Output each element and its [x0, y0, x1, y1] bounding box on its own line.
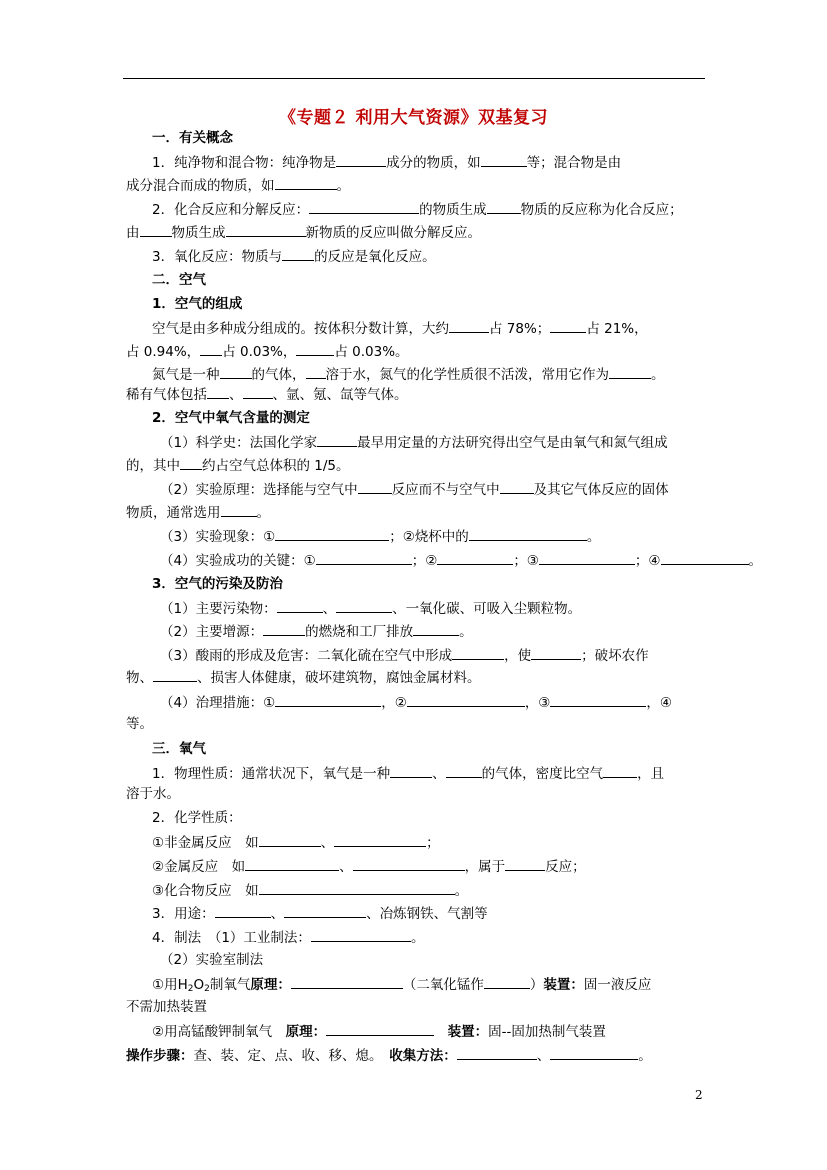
line-text: 操作步骤：	[126, 1048, 194, 1064]
line-text: 二．空气	[152, 272, 206, 288]
answer-blank[interactable]	[334, 832, 426, 847]
answer-blank[interactable]	[452, 645, 504, 660]
line-text: 、	[270, 906, 285, 922]
line-text: ；③	[513, 553, 539, 569]
line-text: 的气体，密度比空气	[481, 766, 604, 782]
text-line	[152, 246, 436, 267]
line-text: 成分的物质，如	[386, 155, 481, 171]
text-line	[152, 856, 586, 877]
answer-blank[interactable]	[153, 667, 197, 682]
line-text: 。	[748, 553, 763, 569]
line-text: 3．氧化反应：物质与	[152, 249, 283, 265]
line-text: 溶于水。	[126, 786, 180, 802]
answer-blank[interactable]	[469, 526, 587, 541]
line-text: 2．空气中氧气含量的测定	[152, 410, 310, 426]
h2o2-sub2: 2	[204, 984, 210, 994]
text-line	[126, 714, 153, 734]
text-line	[152, 927, 424, 948]
text-line	[152, 832, 440, 853]
line-text: 的物质生成	[419, 202, 487, 218]
line-text: 2．化合反应和分解反应：	[152, 202, 310, 218]
page-title: 《专题２ 利用大气资源》双基复习	[279, 108, 548, 128]
line-text: 物质的反应称为化合反应；	[520, 202, 683, 218]
text-line	[152, 364, 665, 385]
line-text: ；④	[634, 553, 661, 569]
line-text: ；	[426, 835, 440, 851]
line-text: 一．有关概念	[152, 130, 233, 146]
line-text: 占 78%；	[489, 321, 551, 337]
text-line	[152, 808, 242, 828]
line-text: 空气是由多种成分组成的。按体积分数计算，大约	[152, 321, 449, 337]
answer-blank[interactable]	[140, 222, 172, 237]
answer-blank[interactable]	[200, 341, 222, 356]
line-text: 、氩、氪、氙等气体。	[272, 387, 408, 403]
answer-blank[interactable]	[226, 222, 306, 237]
device-label: 装置：	[543, 977, 584, 993]
line-text: ；②	[411, 553, 438, 569]
line-text: 物质生成	[171, 225, 226, 241]
h2o2-prefix: ①用H	[152, 977, 188, 993]
h2o2-sub1: 2	[187, 984, 194, 994]
answer-blank[interactable]	[275, 175, 337, 190]
text-line	[126, 455, 350, 476]
section-heading	[152, 270, 206, 290]
line-text: 装置：	[447, 1024, 489, 1040]
line-text: ③化合物反应 如	[152, 883, 259, 899]
answer-blank[interactable]	[481, 152, 527, 167]
section-heading	[152, 408, 310, 428]
text-line	[152, 880, 468, 901]
answer-blank[interactable]	[291, 974, 403, 989]
line-text: ①非金属反应 如	[152, 835, 259, 851]
h2o2-mid: O	[193, 977, 205, 993]
answer-blank[interactable]	[487, 199, 521, 214]
line-text: 。	[336, 178, 350, 194]
line-text: 的气体，	[251, 367, 306, 383]
answer-blank[interactable]	[505, 856, 545, 871]
line-text: 占 21%，	[586, 321, 648, 337]
line-text: 最早用定量的方法研究得出空气是由氧气和氮气组成	[357, 435, 668, 451]
line-text: 占 0.94%，	[126, 344, 201, 360]
text-line	[126, 784, 180, 804]
text-line	[160, 645, 649, 666]
line-text: 2．化学性质：	[152, 810, 242, 826]
line-text: ，④	[646, 695, 673, 711]
section-heading	[152, 574, 283, 594]
line-text: 三．氧气	[152, 741, 206, 757]
answer-blank[interactable]	[437, 550, 513, 565]
line-text: （2）主要增源：	[160, 624, 264, 640]
line-text: 。	[651, 367, 665, 383]
text-line	[126, 502, 270, 523]
answer-blank[interactable]	[413, 621, 459, 636]
text-line	[152, 152, 621, 173]
text-line	[126, 222, 481, 243]
line-text: ②用高锰酸钾制氧气	[152, 1024, 286, 1040]
line-text: （3）实验现象：①	[160, 529, 276, 545]
text-line	[126, 175, 350, 196]
header-rule	[123, 78, 705, 79]
line-text: ，属于	[464, 859, 506, 875]
principle-label: 原理：	[250, 977, 291, 993]
line-text: （2）实验室制法	[160, 952, 264, 968]
text-line	[126, 341, 409, 362]
catalyst-open: （二氧化锰作	[402, 977, 484, 993]
line-text: （4）实验成功的关键：①	[160, 553, 316, 569]
text-line	[152, 199, 683, 220]
answer-blank[interactable]	[550, 1045, 638, 1060]
answer-blank[interactable]	[500, 479, 534, 494]
line-text: 约占空气总体积的 1/5。	[202, 458, 350, 474]
line-text: ；②烧杯中的	[389, 529, 469, 545]
answer-blank[interactable]	[275, 692, 381, 707]
line-text: 及其它气体反应的固体	[533, 482, 669, 498]
page-number: 2	[695, 1088, 703, 1102]
line-text: 3．用途：	[152, 906, 215, 922]
line-text: 物、	[126, 670, 153, 686]
section-heading	[152, 294, 242, 314]
line-text: ，②	[381, 695, 407, 711]
line-text: 的燃烧和工厂排放	[305, 624, 414, 640]
line-text: 查、装、定、点、收、移、熄。	[193, 1048, 390, 1064]
answer-blank[interactable]	[180, 455, 202, 470]
line-text: 3．空气的污染及防治	[152, 576, 283, 592]
line-text: 、	[432, 766, 446, 782]
line-text: 占 0.03%，	[222, 344, 297, 360]
line-text: （1）主要污染物：	[160, 601, 277, 617]
answer-blank[interactable]	[336, 598, 392, 613]
line-text: 反应而不与空气中	[391, 482, 500, 498]
line-text: （3）酸雨的形成及危害：二氧化硫在空气中形成	[160, 648, 453, 664]
line-text: 等。	[126, 716, 153, 732]
answer-blank[interactable]	[407, 692, 525, 707]
answer-blank[interactable]	[263, 621, 305, 636]
answer-blank[interactable]	[306, 364, 326, 379]
line-text: 。	[638, 1048, 652, 1064]
h2o2-after: 制氧气	[209, 977, 251, 993]
answer-blank[interactable]	[317, 432, 357, 447]
answer-blank[interactable]	[311, 927, 411, 942]
section-heading	[152, 739, 206, 759]
text-line	[126, 997, 207, 1017]
text-line	[160, 621, 473, 642]
text-line	[152, 903, 488, 924]
text-line	[160, 432, 668, 453]
text-line	[126, 667, 481, 688]
text-line	[126, 384, 408, 405]
answer-blank[interactable]	[215, 903, 271, 918]
line-text: 。	[454, 883, 469, 899]
text-line	[160, 526, 600, 547]
answer-blank[interactable]	[336, 152, 386, 167]
line-text: 氮气是一种	[152, 367, 220, 383]
answer-blank[interactable]	[259, 880, 455, 895]
line-text: 原理：	[285, 1024, 327, 1040]
line-text: （4）治理措施：①	[160, 695, 276, 711]
line-text: 占 0.03%。	[334, 344, 409, 360]
answer-blank[interactable]	[284, 903, 366, 918]
line-text: 新物质的反应叫做分解反应。	[305, 225, 481, 241]
line-text: ，③	[524, 695, 551, 711]
line-text: 。	[586, 529, 601, 545]
answer-blank[interactable]	[358, 479, 392, 494]
line-text: 的，其中	[126, 458, 180, 474]
answer-blank[interactable]	[316, 550, 412, 565]
text-line	[160, 550, 762, 571]
answer-blank[interactable]	[221, 502, 257, 517]
answer-blank[interactable]	[390, 763, 432, 778]
line-text: 、	[229, 387, 243, 403]
line-text: 1．空气的组成	[152, 296, 243, 312]
line-text: 、	[322, 601, 337, 617]
answer-blank[interactable]	[353, 856, 465, 871]
answer-blank[interactable]	[220, 364, 252, 379]
line-text: 、冶炼钢铁、气割等	[366, 906, 488, 922]
line-text: 、	[320, 835, 335, 851]
answer-blank[interactable]	[457, 1045, 537, 1060]
answer-blank[interactable]	[245, 856, 339, 871]
line-text: 稀有气体包括	[126, 387, 207, 403]
line-text: 、损害人体健康，破坏建筑物，腐蚀金属材料。	[197, 670, 481, 686]
line-text: ，且	[637, 766, 665, 782]
line-text: 等；混合物是由	[526, 155, 622, 171]
line-text: （1）科学史：法国化学家	[160, 435, 318, 451]
answer-blank[interactable]	[243, 384, 273, 399]
text-line	[152, 318, 648, 339]
answer-blank[interactable]	[449, 318, 489, 333]
text-line	[160, 479, 669, 500]
answer-blank[interactable]	[550, 692, 646, 707]
answer-blank[interactable]	[275, 526, 389, 541]
line-text: 1．物理性质：通常状况下，氧气是一种	[152, 766, 391, 782]
line-text	[434, 1024, 448, 1040]
line-text: 成分混合而成的物质，如	[126, 178, 275, 194]
answer-blank[interactable]	[446, 763, 482, 778]
h2o2-method-line	[152, 974, 651, 999]
section-heading	[152, 128, 233, 148]
line-text: 不需加热装置	[126, 999, 207, 1015]
line-text: 。	[410, 930, 425, 946]
line-text: 。	[459, 624, 473, 640]
line-text: （2）实验原理：选择能与空气中	[160, 482, 358, 498]
line-text: 由	[126, 225, 140, 241]
line-text: 1．纯净物和混合物：纯净物是	[152, 155, 337, 171]
line-text: 固--固加热制气装置	[488, 1024, 606, 1040]
answer-blank[interactable]	[484, 974, 530, 989]
answer-blank[interactable]	[661, 550, 749, 565]
answer-blank[interactable]	[282, 246, 314, 261]
text-line	[152, 1021, 606, 1042]
answer-blank[interactable]	[309, 199, 419, 214]
answer-blank[interactable]	[326, 1021, 434, 1036]
text-line	[160, 950, 263, 970]
line-text: 物质，通常选用	[126, 505, 221, 521]
line-text: 。	[256, 505, 270, 521]
catalyst-close: ）	[529, 977, 544, 993]
line-text: 的反应是氧化反应。	[314, 249, 436, 265]
line-text: 、	[536, 1048, 551, 1064]
answer-blank[interactable]	[277, 598, 323, 613]
answer-blank[interactable]	[259, 832, 321, 847]
line-text: 溶于水，氮气的化学性质很不活泼，常用它作为	[325, 367, 609, 383]
text-line	[160, 692, 672, 713]
text-line	[152, 763, 664, 784]
device-text: 固一液反应	[583, 977, 652, 993]
line-text: 、一氧化碳、可吸入尘颗粒物。	[392, 601, 582, 617]
line-text: ，使	[504, 648, 532, 664]
answer-blank[interactable]	[603, 763, 637, 778]
line-text: 收集方法：	[389, 1048, 457, 1064]
answer-blank[interactable]	[531, 645, 581, 660]
answer-blank[interactable]	[550, 318, 586, 333]
line-text: 4．制法 （1）工业制法：	[152, 930, 311, 946]
answer-blank[interactable]	[539, 550, 635, 565]
answer-blank[interactable]	[207, 384, 229, 399]
answer-blank[interactable]	[296, 341, 334, 356]
answer-blank[interactable]	[609, 364, 651, 379]
line-text: ②金属反应 如	[152, 859, 246, 875]
line-text: 、	[339, 859, 353, 875]
line-text: ；破坏农作	[581, 648, 649, 664]
line-text: 反应；	[545, 859, 586, 875]
text-line	[160, 598, 581, 619]
text-line	[126, 1045, 652, 1066]
